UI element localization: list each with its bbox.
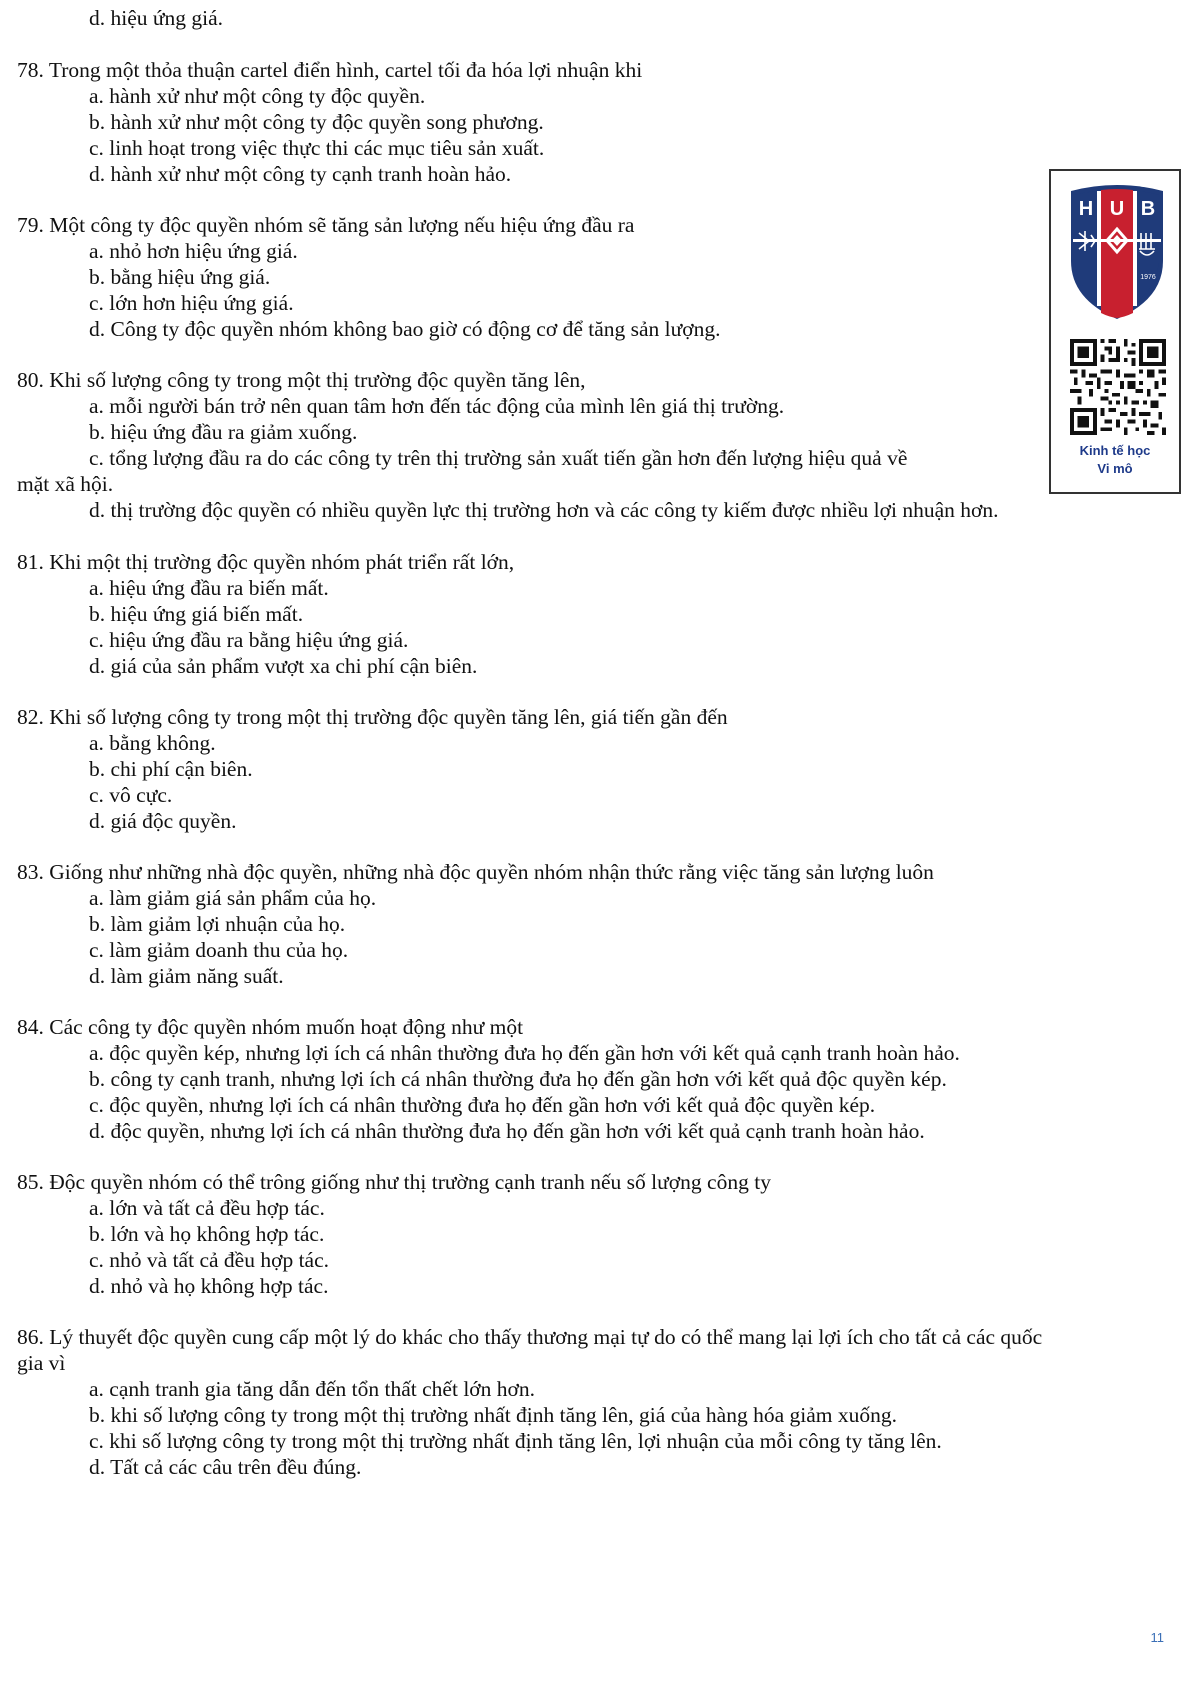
- option-82-c: c. vô cực.: [89, 783, 173, 807]
- option-85-d: d. nhỏ và họ không hợp tác.: [89, 1274, 329, 1298]
- option-86-c: c. khi số lượng công ty trong một thị trường nhất định tăng lên, lợi nhuận của mỗi công ty tăng lên.: [89, 1429, 942, 1453]
- hub-shield-logo: [1067, 181, 1167, 321]
- logo-letter-u: U: [1109, 198, 1125, 220]
- option-80-d: d. thị trường độc quyền có nhiều quyền lực thị trường hơn và các công ty kiếm được nhiều lợi nhuận hơn.: [89, 498, 999, 522]
- question-86-continuation: gia vì: [17, 1351, 66, 1375]
- logo-caption-line2: Vi mô: [1097, 461, 1133, 476]
- option-79-b: b. bằng hiệu ứng giá.: [89, 265, 271, 289]
- question-82: 82. Khi số lượng công ty trong một thị trường độc quyền tăng lên, giá tiến gần đến: [17, 705, 728, 729]
- logo-letter-h: H: [1078, 198, 1094, 220]
- option-84-a: a. độc quyền kép, nhưng lợi ích cá nhân thường đưa họ đến gần hơn với kết quả cạnh tranh hoàn hảo.: [89, 1041, 960, 1065]
- qr-code: [1070, 339, 1166, 435]
- option-85-a: a. lớn và tất cả đều hợp tác.: [89, 1196, 325, 1220]
- logo-year: 1976: [1140, 274, 1156, 281]
- option-78-c: c. linh hoạt trong việc thực thi các mục tiêu sản xuất.: [89, 136, 545, 160]
- option-83-b: b. làm giảm lợi nhuận của họ.: [89, 912, 346, 936]
- option-80-b: b. hiệu ứng đầu ra giảm xuống.: [89, 420, 358, 444]
- option-85-b: b. lớn và họ không hợp tác.: [89, 1222, 325, 1246]
- option-82-b: b. chi phí cận biên.: [89, 757, 253, 781]
- option-77-d: d. hiệu ứng giá.: [89, 6, 224, 30]
- option-78-d: d. hành xử như một công ty cạnh tranh hoàn hảo.: [89, 162, 512, 186]
- hub-logo-box: [1049, 169, 1181, 494]
- option-82-d: d. giá độc quyền.: [89, 809, 237, 833]
- option-83-a: a. làm giảm giá sản phẩm của họ.: [89, 886, 377, 910]
- question-86: 86. Lý thuyết độc quyền cung cấp một lý do khác cho thấy thương mại tự do có thể mang lại lợi ích cho tất cả các quốc: [17, 1325, 1043, 1349]
- option-78-a: a. hành xử như một công ty độc quyền.: [89, 84, 426, 108]
- logo-caption-line1: Kinh tế học: [1079, 443, 1151, 458]
- option-84-c: c. độc quyền, nhưng lợi ích cá nhân thường đưa họ đến gần hơn với kết quả độc quyền kép.: [89, 1093, 876, 1117]
- option-80-c-continuation: mặt xã hội.: [17, 472, 114, 496]
- question-84: 84. Các công ty độc quyền nhóm muốn hoạt động như một: [17, 1015, 524, 1039]
- option-86-b: b. khi số lượng công ty trong một thị trường nhất định tăng lên, giá của hàng hóa giảm xuống.: [89, 1403, 897, 1427]
- option-81-a: a. hiệu ứng đầu ra biến mất.: [89, 576, 329, 600]
- option-79-a: a. nhỏ hơn hiệu ứng giá.: [89, 239, 298, 263]
- logo-letter-b: B: [1140, 198, 1156, 220]
- option-81-b: b. hiệu ứng giá biến mất.: [89, 602, 304, 626]
- option-79-d: d. Công ty độc quyền nhóm không bao giờ có động cơ để tăng sản lượng.: [89, 317, 721, 341]
- option-86-d: d. Tất cả các câu trên đều đúng.: [89, 1455, 362, 1479]
- question-81: 81. Khi một thị trường độc quyền nhóm phát triển rất lớn,: [17, 550, 515, 574]
- option-83-c: c. làm giảm doanh thu của họ.: [89, 938, 349, 962]
- option-81-c: c. hiệu ứng đầu ra bằng hiệu ứng giá.: [89, 628, 409, 652]
- option-78-b: b. hành xử như một công ty độc quyền song phương.: [89, 110, 544, 134]
- option-81-d: d. giá của sản phẩm vượt xa chi phí cận biên.: [89, 654, 478, 678]
- option-84-d: d. độc quyền, nhưng lợi ích cá nhân thường đưa họ đến gần hơn với kết quả cạnh tranh hoàn hảo.: [89, 1119, 925, 1143]
- question-79: 79. Một công ty độc quyền nhóm sẽ tăng sản lượng nếu hiệu ứng đầu ra: [17, 213, 635, 237]
- question-78: 78. Trong một thỏa thuận cartel điển hình, cartel tối đa hóa lợi nhuận khi: [17, 58, 643, 82]
- question-83: 83. Giống như những nhà độc quyền, những nhà độc quyền nhóm nhận thức rằng việc tăng sản lượng luôn: [17, 860, 934, 884]
- option-85-c: c. nhỏ và tất cả đều hợp tác.: [89, 1248, 330, 1272]
- option-83-d: d. làm giảm năng suất.: [89, 964, 284, 988]
- question-85: 85. Độc quyền nhóm có thể trông giống như thị trường cạnh tranh nếu số lượng công ty: [17, 1170, 771, 1194]
- option-79-c: c. lớn hơn hiệu ứng giá.: [89, 291, 294, 315]
- option-80-c: c. tổng lượng đầu ra do các công ty trên thị trường sản xuất tiến gần hơn đến lượng hiệu quả về: [89, 446, 908, 470]
- page-number: 11: [1150, 1630, 1164, 1645]
- option-82-a: a. bằng không.: [89, 731, 216, 755]
- option-84-b: b. công ty cạnh tranh, nhưng lợi ích cá nhân thường đưa họ đến gần hơn với kết quả độc quyền kép.: [89, 1067, 947, 1091]
- question-80: 80. Khi số lượng công ty trong một thị trường độc quyền tăng lên,: [17, 368, 586, 392]
- option-86-a: a. cạnh tranh gia tăng dẫn đến tổn thất chết lớn hơn.: [89, 1377, 536, 1401]
- option-80-a: a. mỗi người bán trở nên quan tâm hơn đến tác động của mình lên giá thị trường.: [89, 394, 785, 418]
